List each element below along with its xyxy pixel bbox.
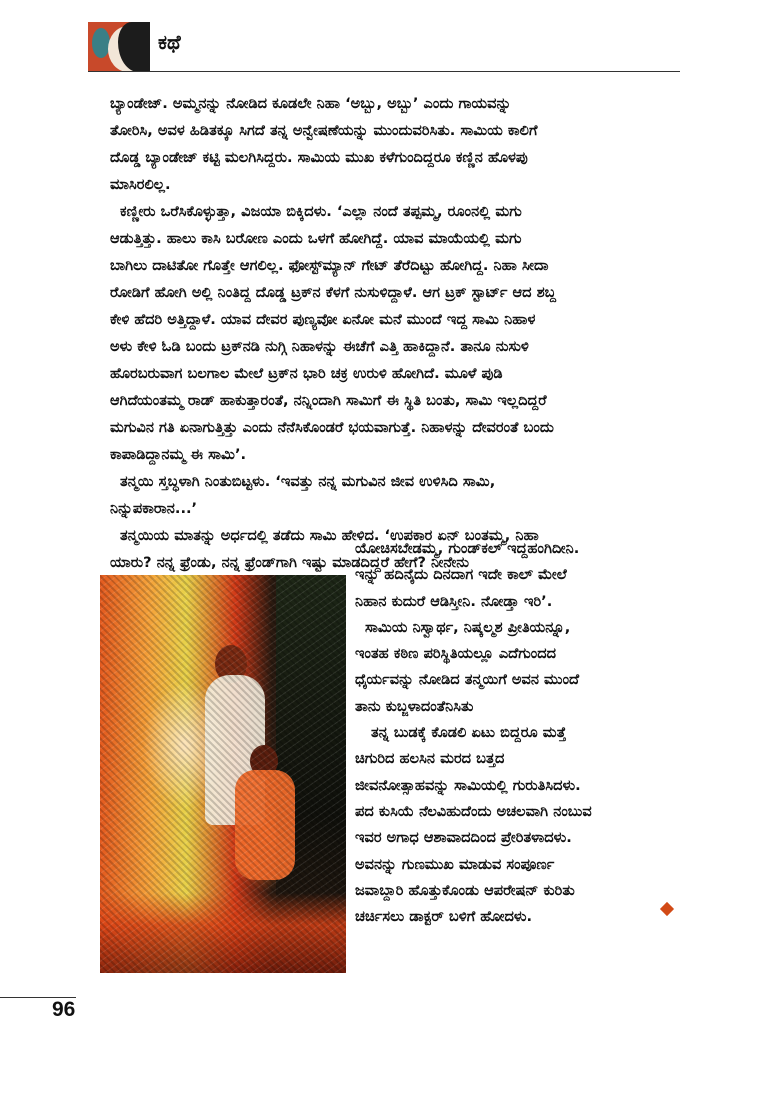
text-line: ತನ್ನ ಬುಡಕ್ಕೆ ಕೊಡಲಿ ಏಟು ಬಿದ್ದರೂ ಮತ್ತೆ [371,724,567,742]
text-line: ಅವನನ್ನು ಗುಣಮುಖ ಮಾಡುವ ಸಂಪೂರ್ಣ [355,855,555,873]
text-line: ಜವಾಬ್ದಾರಿ ಹೊತ್ತುಕೊಂಡು ಆಪರೇಷನ್ ಕುರಿತು [355,881,575,899]
text-line: ಚಿಗುರಿದ ಹಲಸಿನ ಮರದ ಬತ್ತದ [355,750,505,768]
text-line: ಇವರ ಅಗಾಧ ಆಶಾವಾದದಿಂದ ಪ್ರೇರಿತಳಾದಳು. [355,829,572,847]
text-line: ಬ್ಯಾಂಡೇಜ್. ಅಮ್ಮನನ್ನು ನೋಡಿದ ಕೂಡಲೇ ನಿಹಾ ‘ಅಬ್ಬು, ಅಬ್ಬು’ ಎಂದು ಗಾಯವನ್ನು [110,95,512,112]
text-line: ದೊಡ್ಡ ಬ್ಯಾಂಡೇಜ್ ಕಟ್ಟಿ ಮಲಗಿಸಿದ್ದರು. ಸಾಮಿಯ ಮುಖ ಕಳೆಗುಂದಿದ್ದರೂ ಕಣ್ಣಿನ ಹೊಳಪು [110,149,528,166]
text-line: ಇನ್ನು ಹದಿನೈದು ದಿನದಾಗ ಇದೇ ಕಾಲ್ ಮೇಲೆ [355,566,567,584]
text-line: ಮಗುವಿನ ಗತಿ ಏನಾಗುತ್ತಿತ್ತು ಎಂದು ನೆನೆಸಿಕೊಂಡರೆ ಭಯವಾಗುತ್ತೆ. ನಿಹಾಳನ್ನು ದೇವರಂತೆ ಬಂದು [110,419,554,436]
story-illustration [100,575,346,973]
text-line: ಆಡುತ್ತಿತ್ತು. ಹಾಲು ಕಾಸಿ ಬರೋಣ ಎಂದು ಒಳಗೆ ಹೋಗಿದ್ದೆ. ಯಾವ ಮಾಯೆಯಲ್ಲಿ ಮಗು [110,230,522,247]
section-logo [88,22,150,72]
text-line: ಕಣ್ಣೀರು ಒರೆಸಿಕೊಳ್ಳುತ್ತಾ, ವಿಜಯಾ ಬಿಕ್ಕಿದಳು. ‘ಎಲ್ಲಾ ನಂದೆ ತಪ್ಪಮ್ಮ, ರೂಂನಲ್ಲಿ ಮಗು [120,203,522,220]
text-line: ತೋರಿಸಿ, ಅವಳ ಹಿಡಿತಕ್ಕೂ ಸಿಗದೆ ತನ್ನ ಅನ್ವೇಷಣೆಯನ್ನು ಮುಂದುವರಿಸಿತು. ಸಾಮಿಯ ಕಾಲಿಗೆ [110,122,538,139]
paragraph-3 [110,468,688,522]
text-line: ರೋಡಿಗೆ ಹೋಗಿ ಅಲ್ಲಿ ನಿಂತಿದ್ದ ದೊಡ್ಡ ಟ್ರಕ್‌ನ ಕೆಳಗೆ ನುಸುಳಿದ್ದಾಳೆ. ಆಗ ಟ್ರಕ್ ಸ್ಟಾರ್ಟ್ ಆದ ಶಬ್ದ [110,284,556,301]
text-line: ಮಾಸಿರಲಿಲ್ಲ. [110,176,171,193]
text-line: ತಾನು ಕುಬ್ಜಳಾದಂತೆನಿಸಿತು [355,697,474,715]
text-line: ಹೊರಬರುವಾಗ ಬಲಗಾಲ ಮೇಲೆ ಟ್ರಕ್‌ನ ಭಾರಿ ಚಕ್ರ ಉರುಳಿ ಹೋಗಿದೆ. ಮೂಳೆ ಪುಡಿ [110,365,503,382]
text-line: ಪದ ಕುಸಿಯೆ ನೆಲವಿಹುದೆಂದು ಅಚಲವಾಗಿ ನಂಬುವ [355,802,592,820]
paragraph-1 [110,90,688,198]
text-line: ಬಾಗಿಲು ದಾಟಿತೋ ಗೊತ್ತೇ ಆಗಲಿಲ್ಲ. ಫೋಸ್ಟ್‌ಮ್ಯಾನ್ ಗೇಟ್ ತೆರೆದಿಟ್ಟು ಹೋಗಿದ್ದ. ನಿಹಾ ಸೀದಾ [110,257,549,274]
page-number: 96 [52,998,76,1021]
text-line: ಕೇಳಿ ಹೆದರಿ ಅತ್ತಿದ್ದಾಳೆ. ಯಾವ ದೇವರ ಪುಣ್ಯವೋ ಏನೋ ಮನೆ ಮುಂದೆ ಇದ್ದ ಸಾಮಿ ನಿಹಾಳ [110,311,536,328]
section-title: ಕಥೆ [158,30,181,54]
text-line: ನಿನ್ನುಪಕಾರಾನ...’ [110,500,198,517]
header-divider [88,71,680,72]
text-line: ತನ್ಮಯಿಯ ಮಾತನ್ನು ಅರ್ಧದಲ್ಲಿ ತಡೆದು ಸಾಮಿ ಹೇಳಿದ. ‘ಉಪಕಾರ ಏನ್ ಬಂತಮ್ಮ, ನಿಹಾ [120,527,539,544]
text-line: ತನ್ಮಯಿ ಸ್ತಬ್ಧಳಾಗಿ ನಿಂತುಬಿಟ್ಟಳು. ‘ಇವತ್ತು ನನ್ನ ಮಗುವಿನ ಜೀವ ಉಳಿಸಿದಿ ಸಾಮಿ, [120,473,496,490]
text-line: ಕಾಪಾಡಿದ್ದಾನಮ್ಮ ಈ ಸಾಮಿ’. [110,446,247,463]
text-line: ಸಾಮಿಯ ನಿಸ್ವಾರ್ಥ, ನಿಷ್ಕಲ್ಮಶ ಪ್ರೀತಿಯನ್ನೂ, [365,618,571,636]
text-line: ಚರ್ಚಿಸಲು ಡಾಕ್ಟರ್ ಬಳಿಗೆ ಹೋದಳು. [355,908,532,926]
logo-teal-shape [92,28,110,58]
text-line: ಇಂತಹ ಕಠಿಣ ಪರಿಸ್ಥಿತಿಯಲ್ಲೂ ಎದೆಗುಂದದ [355,645,557,663]
right-column-text [355,536,689,930]
text-line: ಧೈರ್ಯವನ್ನು ನೋಡಿದ ತನ್ಮಯಿಗೆ ಅವನ ಮುಂದೆ [355,671,580,689]
text-line: ಯೋಚಿಸಬೇಡಮ್ಮ, ಗುಂಡ್‌ಕಲ್ ಇದ್ದಹಂಗಿದೀನಿ. [355,540,580,557]
text-line: ಆಗಿದೆಯಂತಮ್ಮ ರಾಡ್ ಹಾಕುತ್ತಾರಂತೆ, ನನ್ನಿಂದಾಗಿ ಸಾಮಿಗೆ ಈ ಸ್ಥಿತಿ ಬಂತು, ಸಾಮಿ ಇಲ್ಲದಿದ್ದರೆ [110,392,547,409]
text-line: ನಿಹಾನ ಕುದುರೆ ಆಡಿಸ್ತೀನಿ. ನೋಡ್ತಾ ಇರಿ’. [355,592,553,610]
text-line: ಅಳು ಕೇಳಿ ಓಡಿ ಬಂದು ಟ್ರಕ್‌ನಡಿ ನುಗ್ಗಿ ನಿಹಾಳನ್ನು ಈಚೆಗೆ ಎತ್ತಿ ಹಾಕಿದ್ದಾನೆ. ತಾನೂ ನುಸುಳಿ [110,338,529,355]
text-line: ಯಾರು? ನನ್ನ ಫ್ರೆಂಡು, ನನ್ನ ಫ್ರೆಂಡ್‌ಗಾಗಿ ಇಷ್ಟು ಮಾಡದಿದ್ದರೆ ಹೇಗೆ? ನೀನೇನು [110,554,470,571]
text-line: ಜೀವನೋತ್ಸಾಹವನ್ನು ಸಾಮಿಯಲ್ಲಿ ಗುರುತಿಸಿದಳು. [355,776,581,794]
paragraph-2 [110,198,688,468]
